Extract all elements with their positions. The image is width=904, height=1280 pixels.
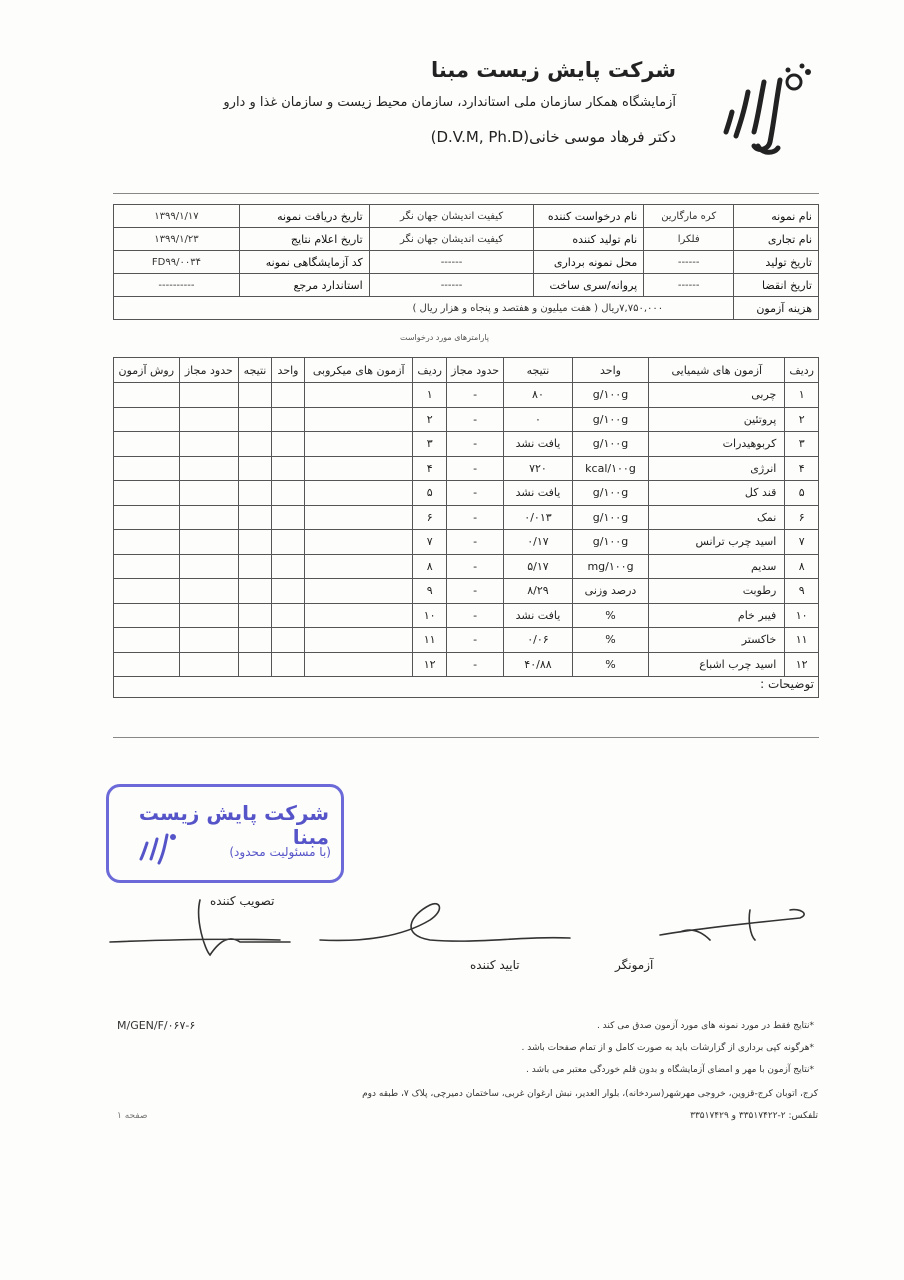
results-table <box>113 357 819 677</box>
empty-cell <box>179 432 239 457</box>
col-header: ردیف <box>413 358 447 383</box>
micro-row-number: ۱۰ <box>413 603 447 628</box>
unit: % <box>572 652 648 677</box>
micro-row-number: ۲ <box>413 407 447 432</box>
empty-cell <box>114 603 180 628</box>
empty-cell <box>114 530 180 555</box>
expiry-label: تاریخ انقضا <box>734 274 819 297</box>
limit: - <box>447 432 504 457</box>
empty-cell <box>114 505 180 530</box>
empty-cell <box>271 481 304 506</box>
unit: درصد وزنی <box>572 579 648 604</box>
result: ۰/۰۱۳ <box>504 505 573 530</box>
page-number: صفحه ۱ <box>117 1111 148 1121</box>
empty-cell <box>271 407 304 432</box>
confirmer-label: تایید کننده <box>470 958 520 972</box>
empty-cell <box>271 432 304 457</box>
col-header: واحد <box>271 358 304 383</box>
unit: kcal/۱۰۰g <box>572 456 648 481</box>
micro-row-number: ۱ <box>413 383 447 408</box>
empty-cell <box>114 383 180 408</box>
empty-cell <box>271 456 304 481</box>
stamp-liability: (با مسئولیت محدود) <box>229 845 331 859</box>
limit: - <box>447 579 504 604</box>
params-caption: پارامترهای مورد درخواست <box>400 333 489 342</box>
empty-cell <box>271 628 304 653</box>
limit: - <box>447 383 504 408</box>
table-row <box>114 505 819 530</box>
micro-row-number: ۷ <box>413 530 447 555</box>
empty-cell <box>305 481 413 506</box>
lab-code-label: کد آزمایشگاهی نمونه <box>239 251 369 274</box>
empty-cell <box>239 383 272 408</box>
sampling-place: ------ <box>369 251 534 274</box>
table-row <box>114 432 819 457</box>
empty-cell <box>305 628 413 653</box>
test-name: قند کل <box>649 481 785 506</box>
result: ۸/۲۹ <box>504 579 573 604</box>
limit: - <box>447 456 504 481</box>
col-header: ردیف <box>785 358 819 383</box>
footer-phone: تلفکس: ۲-۳۳۵۱۷۴۲۲ و ۳۳۵۱۷۴۲۹ <box>690 1111 818 1121</box>
empty-cell <box>305 530 413 555</box>
empty-cell <box>114 554 180 579</box>
stamp-logo <box>133 831 177 867</box>
footer-address: کرج، اتوبان کرج-قزوین، خروجی مهرشهر(سردخانه)، بلوار العدیر، نبش ارغوان غربی، ساختمان دمیرچی، پلاک ۷، طبقه دوم <box>362 1089 818 1099</box>
empty-cell <box>271 603 304 628</box>
result-date-label: تاریخ اعلام نتایج <box>239 228 369 251</box>
test-name: کربوهیدرات <box>649 432 785 457</box>
limit: - <box>447 505 504 530</box>
company-title: شرکت پایش زیست مبنا <box>430 58 676 82</box>
limit: - <box>447 481 504 506</box>
table-row <box>114 554 819 579</box>
col-header: حدود مجاز <box>179 358 239 383</box>
empty-cell <box>305 579 413 604</box>
row-number: ۷ <box>785 530 819 555</box>
table-row <box>114 579 819 604</box>
test-name: خاکستر <box>649 628 785 653</box>
result: ۴۰/۸۸ <box>504 652 573 677</box>
unit: g/۱۰۰g <box>572 530 648 555</box>
notes-box <box>113 672 819 698</box>
result: یافت نشد <box>504 432 573 457</box>
result: یافت نشد <box>504 481 573 506</box>
empty-cell <box>179 603 239 628</box>
table-row <box>114 530 819 555</box>
result: ۰ <box>504 407 573 432</box>
footer-note-3: *نتایج آزمون با مهر و امضای آزمایشگاه و بدون قلم خوردگی معتبر می باشد . <box>526 1065 814 1075</box>
reference-label: استاندارد مرجع <box>239 274 369 297</box>
result: ۵/۱۷ <box>504 554 573 579</box>
row-number: ۵ <box>785 481 819 506</box>
empty-cell <box>179 628 239 653</box>
empty-cell <box>239 407 272 432</box>
trade-name: فلکرا <box>644 228 734 251</box>
row-number: ۱۲ <box>785 652 819 677</box>
test-name: اسید چرب اشباع <box>649 652 785 677</box>
empty-cell <box>114 456 180 481</box>
col-header: حدود مجاز <box>447 358 504 383</box>
license: ------ <box>369 274 534 297</box>
test-name: پروتئین <box>649 407 785 432</box>
empty-cell <box>179 505 239 530</box>
row-number: ۱۰ <box>785 603 819 628</box>
test-name: اسید چرب ترانس <box>649 530 785 555</box>
requester-label: نام درخواست کننده <box>534 205 644 228</box>
empty-cell <box>271 530 304 555</box>
sample-info-table <box>113 204 819 320</box>
unit: % <box>572 603 648 628</box>
empty-cell <box>114 628 180 653</box>
unit: g/۱۰۰g <box>572 383 648 408</box>
approver-label: تصویب کننده <box>210 894 275 908</box>
test-name: سدیم <box>649 554 785 579</box>
test-name: فیبر خام <box>649 603 785 628</box>
lab-subtitle: آزمایشگاه همکار سازمان ملی استاندارد، سازمان محیط زیست و سازمان غذا و دارو <box>223 95 676 110</box>
test-name: نمک <box>649 505 785 530</box>
empty-cell <box>239 432 272 457</box>
unit: g/۱۰۰g <box>572 407 648 432</box>
footer-note-2: *هرگونه کپی برداری از گزارشات باید به صورت کامل و از تمام صفحات باشد . <box>521 1043 814 1053</box>
empty-cell <box>305 432 413 457</box>
row-number: ۹ <box>785 579 819 604</box>
micro-row-number: ۱۱ <box>413 628 447 653</box>
table-row <box>114 383 819 408</box>
doctor-name: دکتر فرهاد موسی خانی(D.V.M, Ph.D) <box>430 128 676 146</box>
requester: کیفیت اندیشان جهان نگر <box>369 205 534 228</box>
test-name: رطوبت <box>649 579 785 604</box>
empty-cell <box>239 456 272 481</box>
micro-row-number: ۴ <box>413 456 447 481</box>
sampling-place-label: محل نمونه برداری <box>534 251 644 274</box>
test-name: انرژی <box>649 456 785 481</box>
limit: - <box>447 407 504 432</box>
col-header: واحد <box>572 358 648 383</box>
signatures-drawing <box>100 880 820 970</box>
empty-cell <box>179 407 239 432</box>
limit: - <box>447 652 504 677</box>
empty-cell <box>305 456 413 481</box>
col-header: آزمون های میکروبی <box>305 358 413 383</box>
body-divider <box>113 737 819 738</box>
footer-note-1: *نتایج فقط در مورد نمونه های مورد آزمون صدق می کند . <box>596 1021 814 1031</box>
table-header-row <box>114 358 819 383</box>
unit: mg/۱۰۰g <box>572 554 648 579</box>
row-number: ۳ <box>785 432 819 457</box>
license-label: پروانه/سری ساخت <box>534 274 644 297</box>
empty-cell <box>305 383 413 408</box>
table-row <box>114 456 819 481</box>
limit: - <box>447 530 504 555</box>
unit: g/۱۰۰g <box>572 432 648 457</box>
empty-cell <box>239 628 272 653</box>
table-row <box>114 603 819 628</box>
cost-label: هزینه آزمون <box>734 297 819 320</box>
result: یافت نشد <box>504 603 573 628</box>
table-row <box>114 481 819 506</box>
empty-cell <box>305 407 413 432</box>
unit: % <box>572 628 648 653</box>
empty-cell <box>305 554 413 579</box>
empty-cell <box>239 554 272 579</box>
result: ۰/۰۶ <box>504 628 573 653</box>
production-date-label: تاریخ تولید <box>734 251 819 274</box>
micro-row-number: ۱۲ <box>413 652 447 677</box>
limit: - <box>447 628 504 653</box>
tester-label: آزمونگر <box>615 958 654 972</box>
sample-name: کره مارگارین <box>644 205 734 228</box>
micro-row-number: ۹ <box>413 579 447 604</box>
micro-row-number: ۸ <box>413 554 447 579</box>
result: ۰/۱۷ <box>504 530 573 555</box>
col-header: نتیجه <box>239 358 272 383</box>
test-name: چربی <box>649 383 785 408</box>
row-number: ۸ <box>785 554 819 579</box>
expiry: ------ <box>644 274 734 297</box>
empty-cell <box>271 505 304 530</box>
micro-row-number: ۳ <box>413 432 447 457</box>
producer-label: نام تولید کننده <box>534 228 644 251</box>
empty-cell <box>271 554 304 579</box>
result-date: ۱۳۹۹/۱/۲۳ <box>114 228 240 251</box>
col-header: نتیجه <box>504 358 573 383</box>
header-divider <box>113 193 819 194</box>
trade-name-label: نام تجاری <box>734 228 819 251</box>
table-row <box>114 407 819 432</box>
form-code: M/GEN/F/۰۶۷-۶ <box>117 1019 196 1032</box>
production-date: ------ <box>644 251 734 274</box>
empty-cell <box>305 603 413 628</box>
producer: کیفیت اندیشان جهان نگر <box>369 228 534 251</box>
micro-row-number: ۵ <box>413 481 447 506</box>
empty-cell <box>239 481 272 506</box>
empty-cell <box>114 432 180 457</box>
empty-cell <box>114 579 180 604</box>
limit: - <box>447 554 504 579</box>
lab-code: FD۹۹/۰۰۳۴ <box>114 251 240 274</box>
empty-cell <box>179 579 239 604</box>
empty-cell <box>179 481 239 506</box>
row-number: ۱ <box>785 383 819 408</box>
empty-cell <box>179 530 239 555</box>
row-number: ۶ <box>785 505 819 530</box>
receipt-date-label: تاریخ دریافت نمونه <box>239 205 369 228</box>
empty-cell <box>114 481 180 506</box>
empty-cell <box>305 505 413 530</box>
empty-cell <box>271 579 304 604</box>
unit: g/۱۰۰g <box>572 481 648 506</box>
empty-cell <box>179 456 239 481</box>
result: ۷۲۰ <box>504 456 573 481</box>
cost: ۷,۷۵۰,۰۰۰ریال ( هفت میلیون و هفتصد و پنجاه و هزار ریال ) <box>114 297 734 320</box>
limit: - <box>447 603 504 628</box>
row-number: ۲ <box>785 407 819 432</box>
empty-cell <box>179 383 239 408</box>
company-logo <box>718 62 818 157</box>
table-row <box>114 628 819 653</box>
empty-cell <box>239 579 272 604</box>
micro-row-number: ۶ <box>413 505 447 530</box>
row-number: ۴ <box>785 456 819 481</box>
empty-cell <box>239 603 272 628</box>
col-header: آزمون های شیمیایی <box>649 358 785 383</box>
notes-label: توضیحات : <box>760 677 814 691</box>
empty-cell <box>179 554 239 579</box>
col-header: روش آزمون <box>114 358 180 383</box>
reference: ---------- <box>114 274 240 297</box>
empty-cell <box>114 407 180 432</box>
row-number: ۱۱ <box>785 628 819 653</box>
empty-cell <box>271 383 304 408</box>
company-stamp <box>106 784 344 883</box>
sample-name-label: نام نمونه <box>734 205 819 228</box>
unit: g/۱۰۰g <box>572 505 648 530</box>
empty-cell <box>239 530 272 555</box>
receipt-date: ۱۳۹۹/۱/۱۷ <box>114 205 240 228</box>
result: ۸۰ <box>504 383 573 408</box>
empty-cell <box>239 505 272 530</box>
stamp-company: شرکت پایش زیست مبنا <box>138 801 329 849</box>
